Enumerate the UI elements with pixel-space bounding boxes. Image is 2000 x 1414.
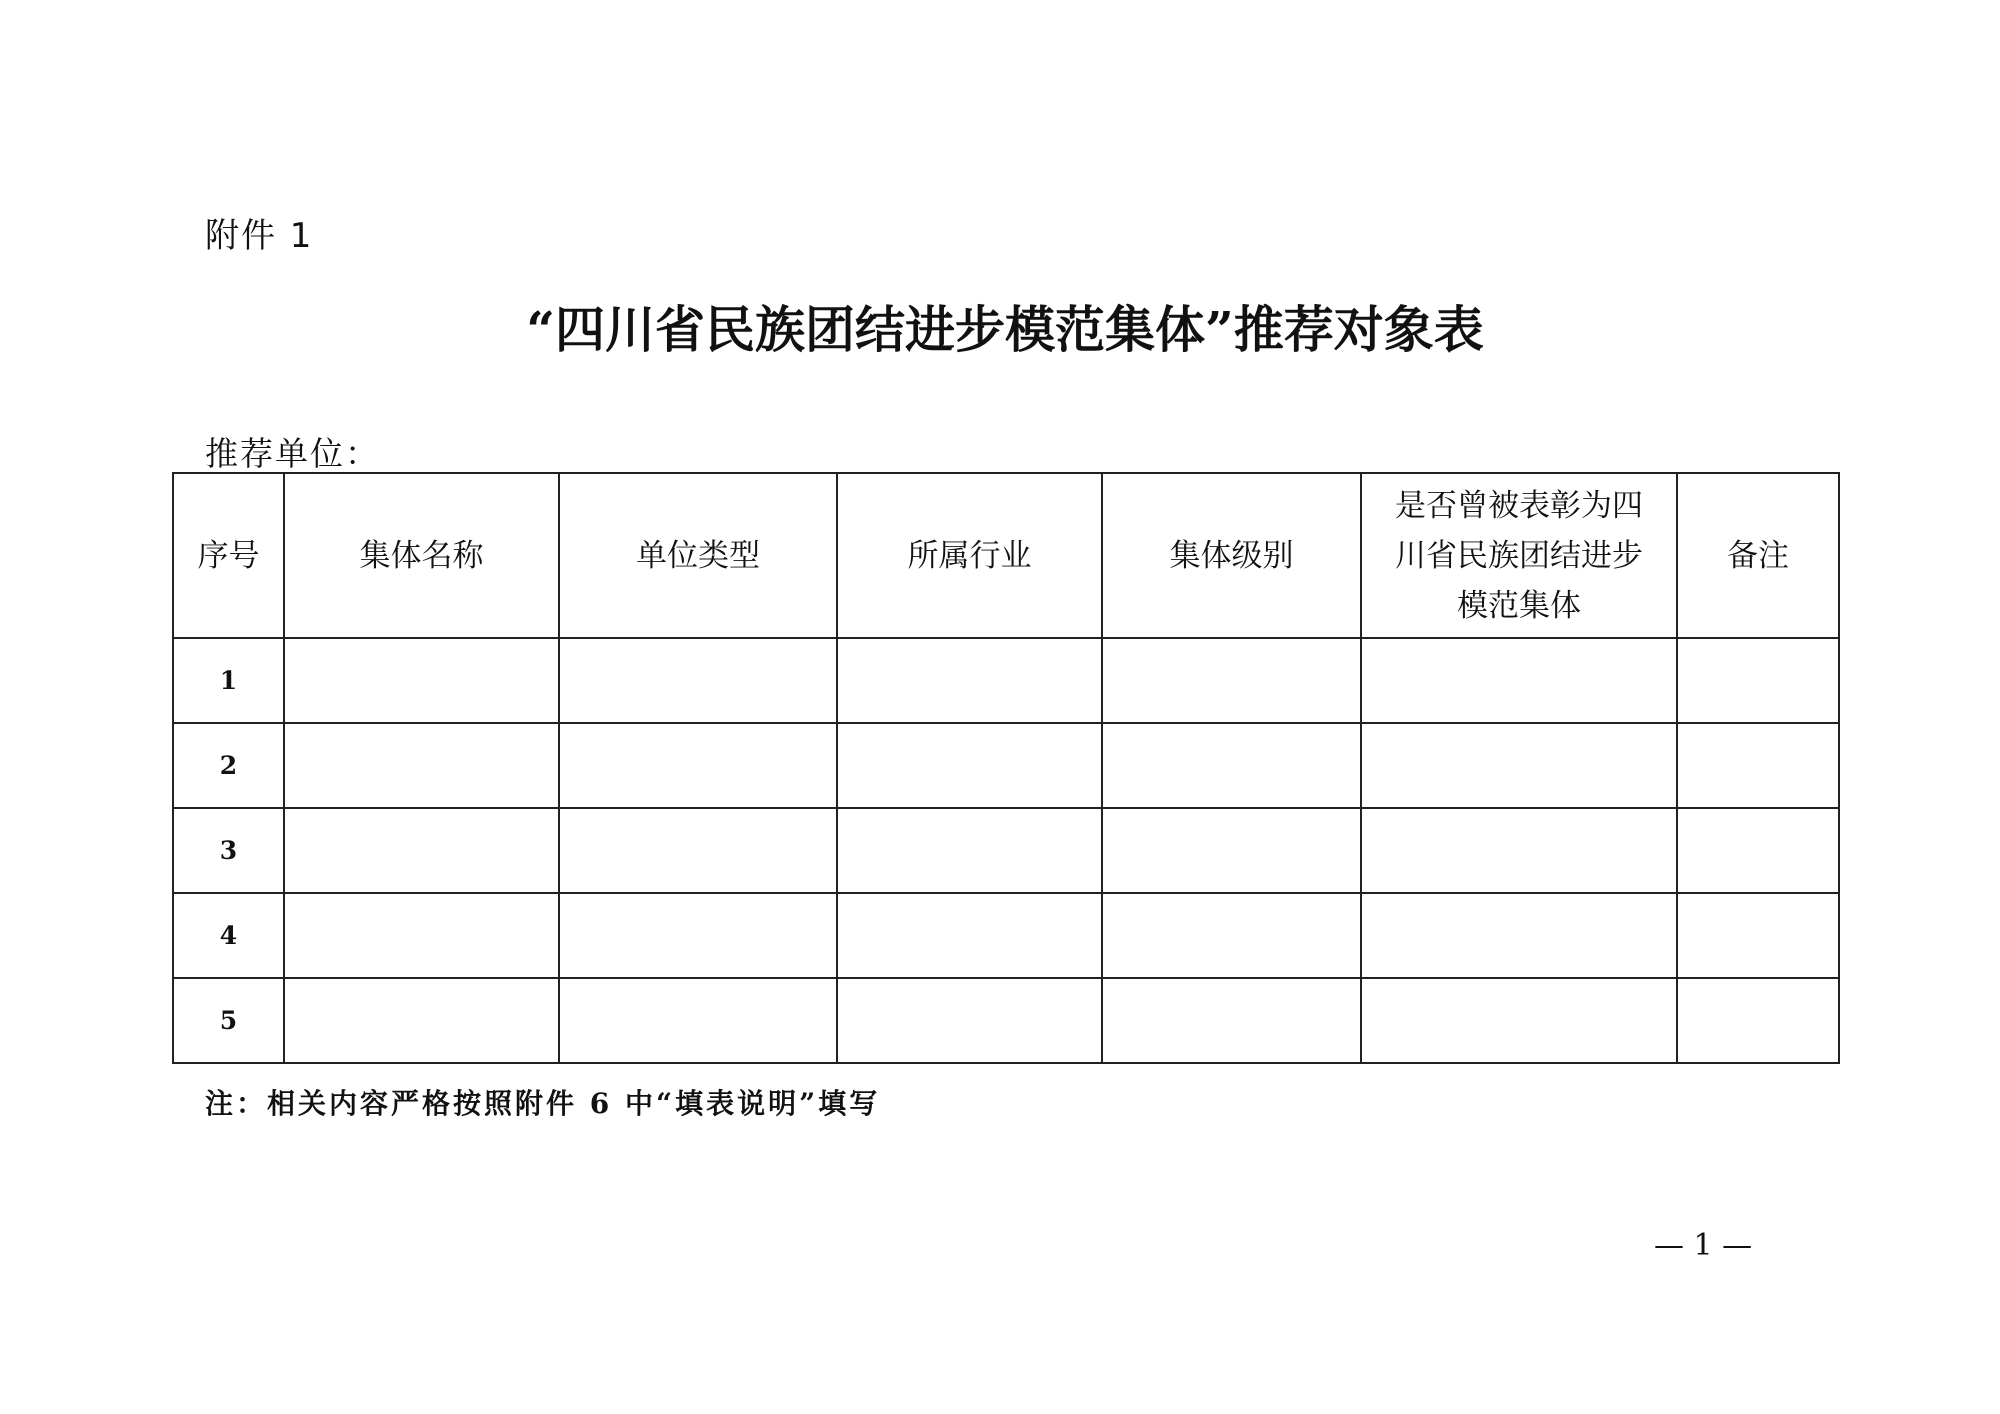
industry-cell xyxy=(837,978,1102,1063)
row-serial: 4 xyxy=(173,893,284,978)
table-header-row xyxy=(173,473,1839,638)
header-collective-name: 集体名称 xyxy=(284,473,559,638)
header-remarks: 备注 xyxy=(1677,473,1839,638)
industry-cell xyxy=(837,893,1102,978)
remarks-cell xyxy=(1677,893,1839,978)
collective-name-cell xyxy=(284,638,559,723)
header-previously-honored xyxy=(1361,473,1677,638)
industry-cell xyxy=(837,808,1102,893)
header-unit-type: 单位类型 xyxy=(559,473,837,638)
header-serial: 序号 xyxy=(173,473,284,638)
page-title: “四川省民族团结进步模范集体”推荐对象表 xyxy=(526,300,1484,359)
header-previously-honored-line: 模范集体 xyxy=(1457,587,1581,624)
unit-type-cell xyxy=(559,723,837,808)
table-row xyxy=(173,978,1839,1063)
page-number: — 1 — xyxy=(1654,1228,1753,1263)
collective-level-cell xyxy=(1102,893,1361,978)
collective-name-cell xyxy=(284,723,559,808)
unit-type-cell xyxy=(559,893,837,978)
recommendation-table xyxy=(172,472,1840,1064)
collective-name-cell xyxy=(284,978,559,1063)
table-row xyxy=(173,893,1839,978)
industry-cell xyxy=(837,723,1102,808)
table-row xyxy=(173,638,1839,723)
attachment-label: 附件 1 xyxy=(205,216,314,256)
recommending-unit-label: 推荐单位： xyxy=(205,434,380,473)
header-previously-honored-line: 是否曾被表彰为四 xyxy=(1395,487,1643,524)
collective-name-cell xyxy=(284,808,559,893)
header-previously-honored-line: 川省民族团结进步 xyxy=(1395,537,1643,574)
previously-honored-cell xyxy=(1361,638,1677,723)
row-serial: 5 xyxy=(173,978,284,1063)
header-industry: 所属行业 xyxy=(837,473,1102,638)
collective-level-cell xyxy=(1102,978,1361,1063)
collective-level-cell xyxy=(1102,723,1361,808)
row-serial: 2 xyxy=(173,723,284,808)
remarks-cell xyxy=(1677,978,1839,1063)
unit-type-cell xyxy=(559,978,837,1063)
remarks-cell xyxy=(1677,638,1839,723)
collective-level-cell xyxy=(1102,638,1361,723)
table-row xyxy=(173,808,1839,893)
table-note: 注：相关内容严格按照附件 6 中“填表说明”填写 xyxy=(205,1087,881,1120)
collective-name-cell xyxy=(284,893,559,978)
collective-level-cell xyxy=(1102,808,1361,893)
row-serial: 3 xyxy=(173,808,284,893)
unit-type-cell xyxy=(559,808,837,893)
unit-type-cell xyxy=(559,638,837,723)
row-serial: 1 xyxy=(173,638,284,723)
remarks-cell xyxy=(1677,723,1839,808)
previously-honored-cell xyxy=(1361,893,1677,978)
previously-honored-cell xyxy=(1361,978,1677,1063)
header-collective-level: 集体级别 xyxy=(1102,473,1361,638)
previously-honored-cell xyxy=(1361,723,1677,808)
previously-honored-cell xyxy=(1361,808,1677,893)
remarks-cell xyxy=(1677,808,1839,893)
table-row xyxy=(173,723,1839,808)
industry-cell xyxy=(837,638,1102,723)
